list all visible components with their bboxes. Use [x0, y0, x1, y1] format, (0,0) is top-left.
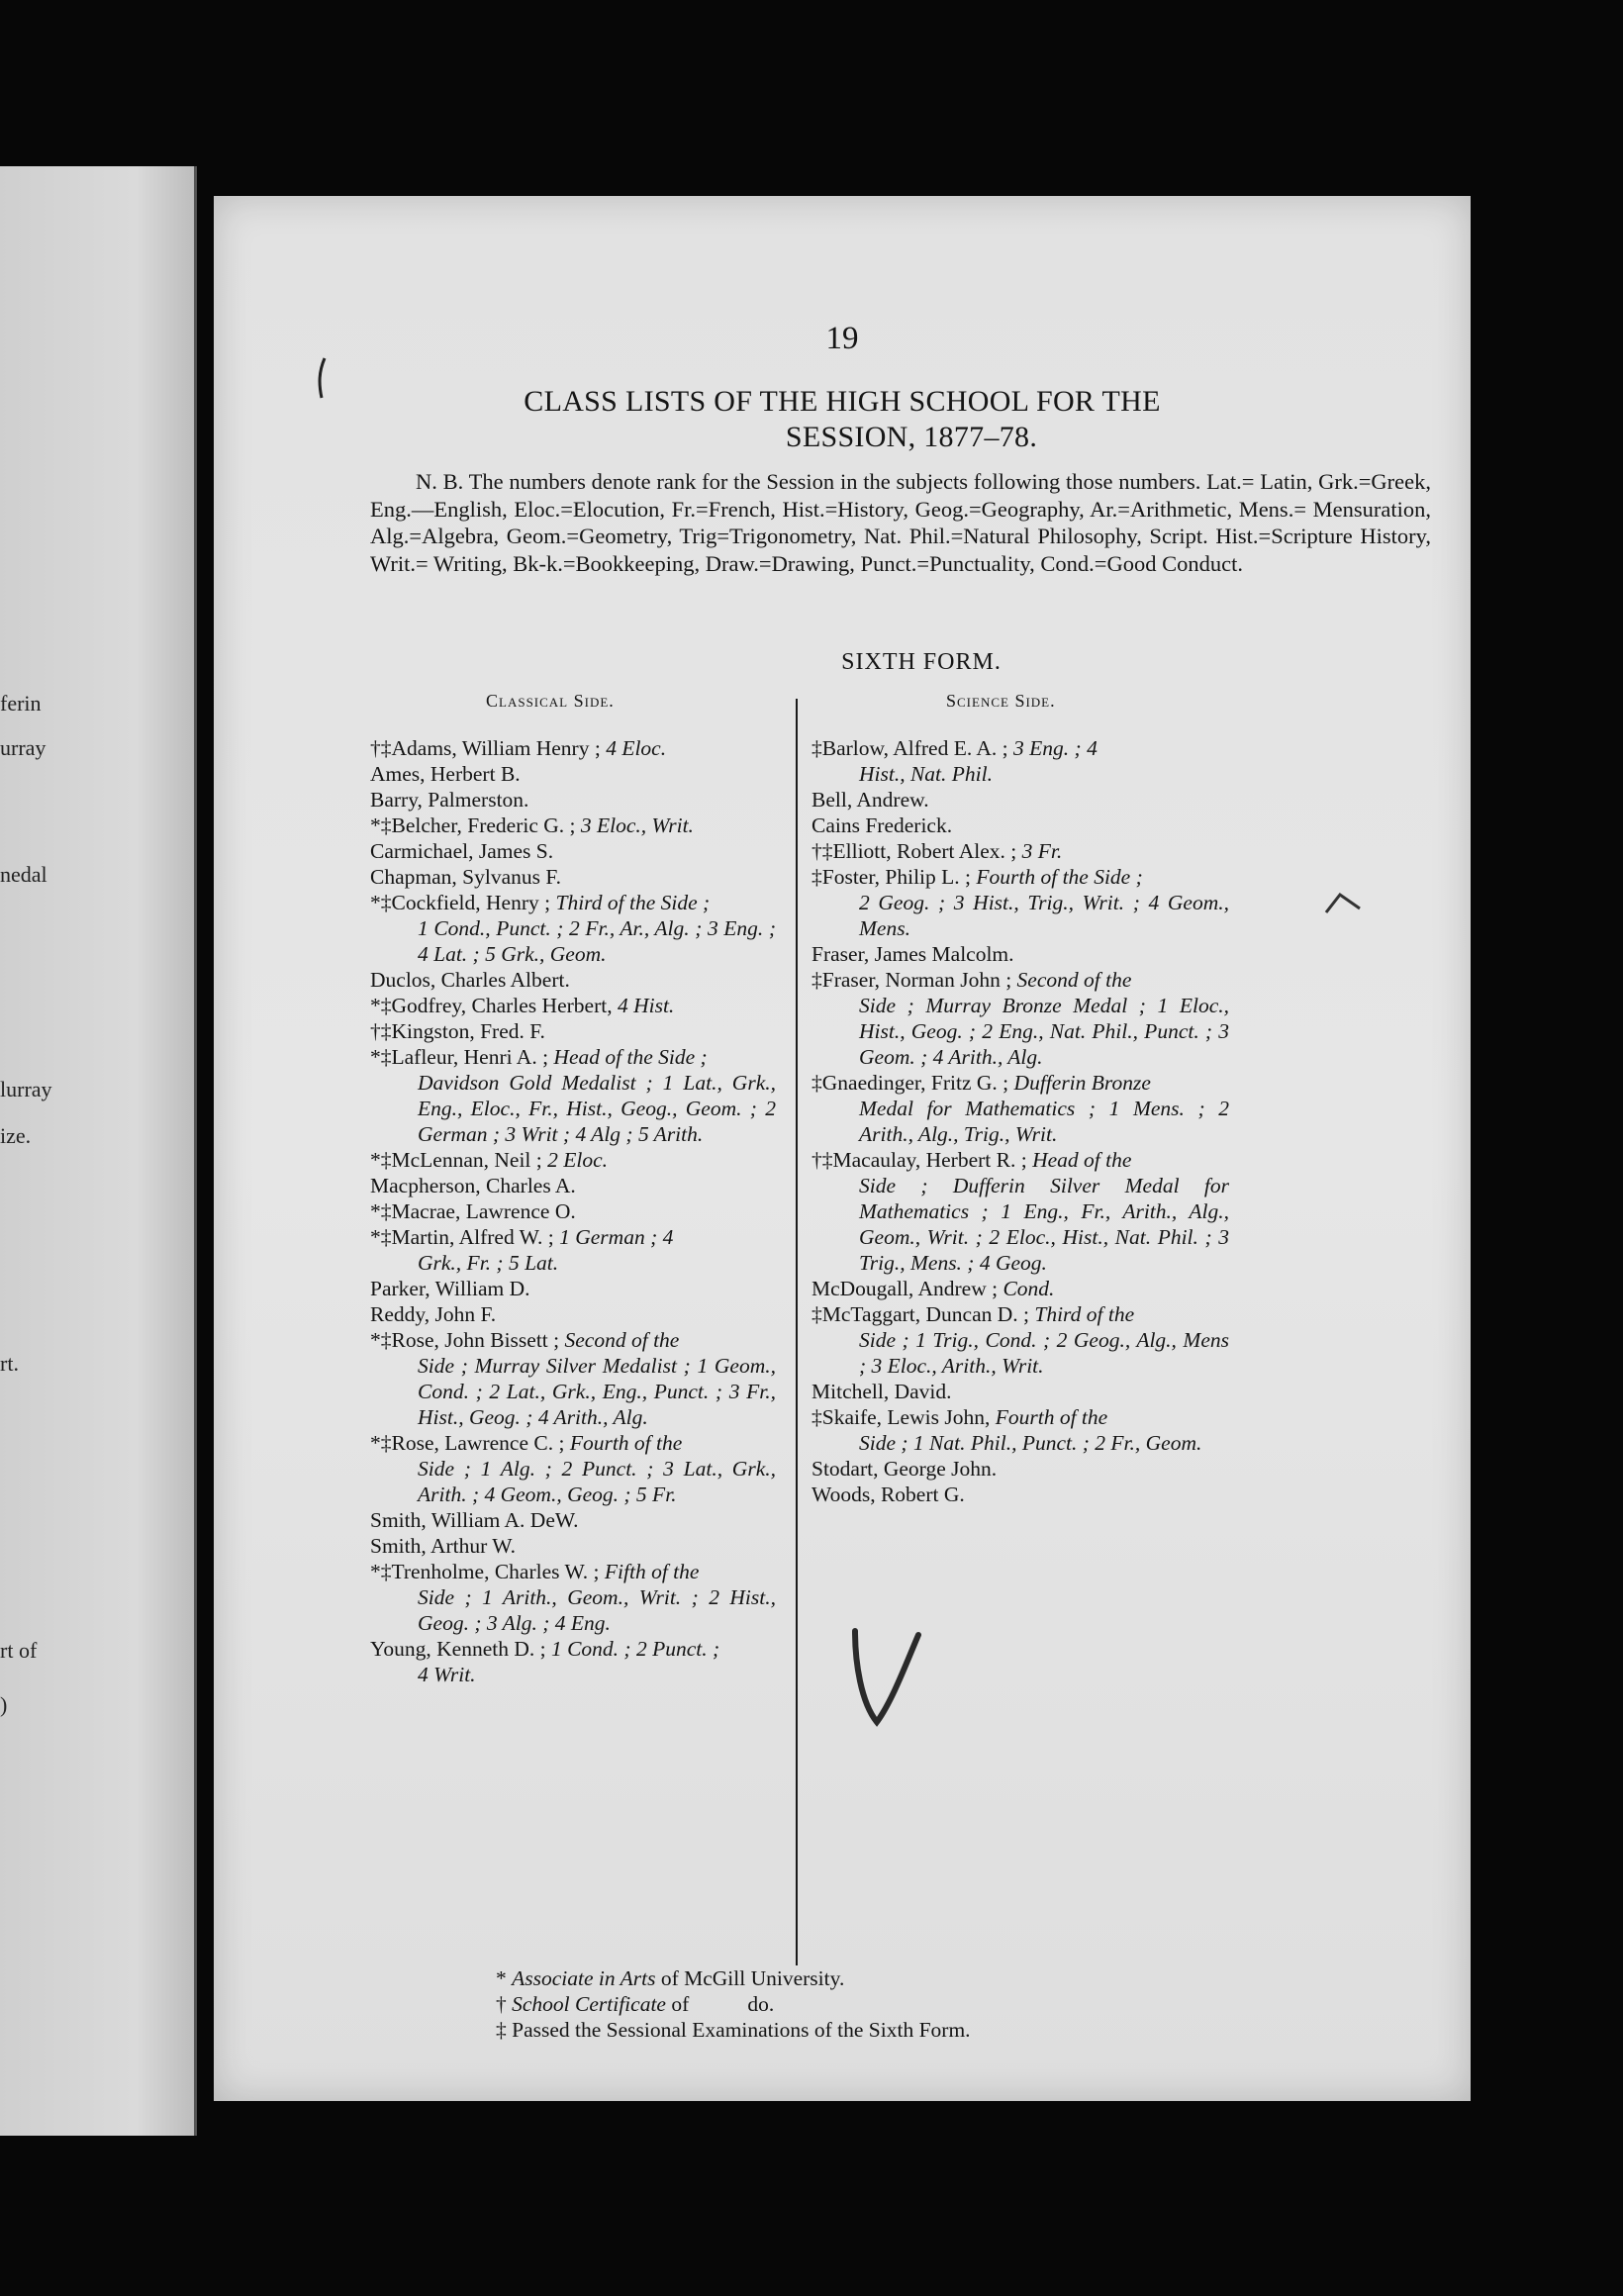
column-divider — [796, 699, 798, 1965]
science-entry — [812, 1404, 1229, 1456]
rank-detail-continued: Davidson Gold Medalist ; 1 Lat., Grk., Eng., Eloc., Fr., Hist., Geog., Geom. ; 2 German ; 3 Writ ; 4 Alg ; 5 Arith. — [418, 1071, 776, 1146]
student-name: ‡McTaggart, Duncan D. ; — [812, 1302, 1029, 1326]
student-name: *‡Rose, John Bissett ; — [370, 1328, 560, 1352]
rank-detail: Fourth of the Side ; — [976, 865, 1143, 889]
classical-entry — [370, 1430, 776, 1507]
rank-detail: 4 Hist. — [617, 994, 675, 1017]
classical-entry — [370, 1507, 776, 1533]
classical-entry — [370, 890, 776, 967]
rank-detail: Second of the — [564, 1328, 680, 1352]
left-fragment: lurray — [0, 1077, 52, 1101]
rank-detail: 3 Eloc., Writ. — [580, 813, 694, 837]
student-name: Bell, Andrew. — [812, 788, 929, 812]
classical-entry — [370, 1173, 776, 1198]
footnote-text: of McGill University. — [655, 1966, 845, 1990]
classical-entry — [370, 838, 776, 864]
rank-detail: 1 German ; 4 — [559, 1225, 674, 1249]
student-name: Woods, Robert G. — [812, 1483, 965, 1506]
student-name: Reddy, John F. — [370, 1302, 497, 1326]
left-fragment: ) — [0, 1692, 8, 1717]
footnote-term: School Certificate — [512, 1992, 666, 2016]
rank-detail: 3 Fr. — [1021, 839, 1063, 863]
rank-detail-continued: 4 Writ. — [418, 1663, 476, 1686]
classical-entry — [370, 993, 776, 1018]
student-name: Smith, William A. DeW. — [370, 1508, 579, 1532]
classical-entry — [370, 1301, 776, 1327]
rank-detail-continued: Medal for Mathematics ; 1 Mens. ; 2 Arith., Alg., Trig., Writ. — [859, 1097, 1229, 1146]
rank-detail-continued: Side ; 1 Alg. ; 2 Punct. ; 3 Lat., Grk., Arith. ; 4 Geom., Geog. ; 5 Fr. — [418, 1457, 776, 1506]
student-name: ‡Barlow, Alfred E. A. ; — [812, 736, 1008, 760]
rank-detail: 2 Eloc. — [547, 1148, 609, 1172]
classical-entry — [370, 787, 776, 813]
student-name: *‡Cockfield, Henry ; — [370, 891, 551, 914]
rank-detail: Fourth of the — [995, 1405, 1108, 1429]
classical-entry — [370, 1198, 776, 1224]
classical-entry — [370, 735, 776, 761]
rank-detail-continued: Hist., Nat. Phil. — [859, 762, 993, 786]
science-entry — [812, 1379, 1229, 1404]
science-entry — [812, 735, 1229, 787]
left-fragment: ize. — [0, 1123, 32, 1148]
science-entry — [812, 1070, 1229, 1147]
student-name: *‡McLennan, Neil ; — [370, 1148, 542, 1172]
student-name: *‡Trenholme, Charles W. ; — [370, 1560, 600, 1583]
classical-entry — [370, 1224, 776, 1276]
rank-detail: Fourth of the — [569, 1431, 683, 1455]
science-entry — [812, 1482, 1229, 1507]
science-entry — [812, 941, 1229, 967]
footnote-mark: † — [496, 1992, 513, 2016]
student-name: Cains Frederick. — [812, 813, 953, 837]
classical-entry — [370, 864, 776, 890]
footnote-text: Passed the Sessional Examinations of the Sixth Form. — [512, 2018, 971, 2042]
page-title — [214, 384, 1471, 455]
science-entry — [812, 967, 1229, 1070]
student-name: Smith, Arthur W. — [370, 1534, 516, 1558]
rank-detail: Third of the Side ; — [555, 891, 711, 914]
science-entry — [812, 1456, 1229, 1482]
classical-entry — [370, 1018, 776, 1044]
scratch-mark-icon — [313, 354, 333, 404]
classical-side-list — [370, 735, 776, 1687]
student-name: Macpherson, Charles A. — [370, 1174, 576, 1197]
student-name: Young, Kenneth D. ; — [370, 1637, 546, 1661]
left-fragment: rt. — [0, 1351, 19, 1376]
check-mark-icon — [847, 1623, 926, 1732]
form-heading: SIXTH FORM. — [841, 649, 1002, 675]
science-entry — [812, 1301, 1229, 1379]
footnote-mark: * — [496, 1966, 513, 1990]
science-side-list — [812, 735, 1229, 1507]
student-name: *‡Martin, Alfred W. ; — [370, 1225, 554, 1249]
classical-entry — [370, 1147, 776, 1173]
science-entry — [812, 787, 1229, 813]
student-name: †‡Elliott, Robert Alex. ; — [812, 839, 1017, 863]
rank-detail: Head of the Side ; — [553, 1045, 708, 1069]
student-name: †‡Macaulay, Herbert R. ; — [812, 1148, 1027, 1172]
rank-detail-continued: Side ; 1 Trig., Cond. ; 2 Geog., Alg., Mens ; 3 Eloc., Arith., Writ. — [859, 1328, 1229, 1378]
student-name: †‡Adams, William Henry ; — [370, 736, 601, 760]
rank-detail-continued: Side ; Murray Bronze Medal ; 1 Eloc., Hist., Geog. ; 2 Eng., Nat. Phil., Punct. ; 3 Geom. ; 4 Arith., Alg. — [859, 994, 1229, 1069]
student-name: Carmichael, James S. — [370, 839, 554, 863]
rank-detail-continued: Side ; Murray Silver Medalist ; 1 Geom., Cond. ; 2 Lat., Grk., Eng., Punct. ; 3 Fr., Hist., Geog. ; 4 Arith., Alg. — [418, 1354, 776, 1429]
rank-detail-continued: 2 Geog. ; 3 Hist., Trig., Writ. ; 4 Geom., Mens. — [859, 891, 1229, 940]
left-fragment: urray — [0, 735, 47, 760]
rank-detail-continued: Side ; Dufferin Silver Medal for Mathematics ; 1 Eng., Fr., Arith., Alg., Geom., Writ. ; 2 Eloc., Hist., Nat. Phil. ; 3 Trig., Mens. ; 4 Geog. — [859, 1174, 1229, 1275]
rank-detail: 4 Eloc. — [606, 736, 667, 760]
student-name: Stodart, George John. — [812, 1457, 998, 1481]
science-entry — [812, 838, 1229, 864]
classical-entry — [370, 1533, 776, 1559]
rank-detail-continued: 1 Cond., Punct. ; 2 Fr., Ar., Alg. ; 3 Eng. ; 4 Lat. ; 5 Grk., Geom. — [418, 916, 776, 966]
previous-page-edge — [0, 166, 197, 2136]
rank-detail: Dufferin Bronze — [1013, 1071, 1151, 1095]
student-name: *‡Lafleur, Henri A. ; — [370, 1045, 549, 1069]
classical-entry — [370, 1276, 776, 1301]
footnotes — [496, 1965, 971, 2043]
student-name: ‡Fraser, Norman John ; — [812, 968, 1012, 992]
student-name: †‡Kingston, Fred. F. — [370, 1019, 545, 1043]
footnote — [496, 1991, 971, 2017]
science-entry — [812, 1276, 1229, 1301]
classical-entry — [370, 1327, 776, 1430]
student-name: *‡Rose, Lawrence C. ; — [370, 1431, 565, 1455]
student-name: ‡Foster, Philip L. ; — [812, 865, 971, 889]
science-entry — [812, 1147, 1229, 1276]
footnote-text: of do. — [665, 1992, 775, 2016]
science-entry — [812, 864, 1229, 941]
rank-detail: 3 Eng. ; 4 — [1013, 736, 1098, 760]
classical-entry — [370, 1559, 776, 1636]
student-name: Duclos, Charles Albert. — [370, 968, 570, 992]
rank-detail: 1 Cond. ; 2 Punct. ; — [550, 1637, 720, 1661]
science-entry — [812, 813, 1229, 838]
student-name: Mitchell, David. — [812, 1380, 952, 1403]
classical-side-heading: Classical Side. — [486, 691, 615, 711]
student-name: *‡Macrae, Lawrence O. — [370, 1199, 576, 1223]
student-name: *‡Godfrey, Charles Herbert, — [370, 994, 613, 1017]
rank-detail-continued: Side ; 1 Nat. Phil., Punct. ; 2 Fr., Geom. — [859, 1431, 1202, 1455]
document-page — [214, 196, 1471, 2101]
scratch-mark-icon — [1322, 889, 1366, 918]
student-name: *‡Belcher, Frederic G. ; — [370, 813, 576, 837]
footnote-term: Associate in Arts — [512, 1966, 656, 1990]
student-name: ‡Skaife, Lewis John, — [812, 1405, 991, 1429]
student-name: Chapman, Sylvanus F. — [370, 865, 561, 889]
footnote — [496, 2017, 971, 2043]
classical-entry — [370, 761, 776, 787]
student-name: Fraser, James Malcolm. — [812, 942, 1014, 966]
student-name: Barry, Palmerston. — [370, 788, 529, 812]
classical-entry — [370, 967, 776, 993]
rank-detail-continued: Side ; 1 Arith., Geom., Writ. ; 2 Hist., Geog. ; 3 Alg. ; 4 Eng. — [418, 1585, 776, 1635]
classical-entry — [370, 1044, 776, 1147]
abbreviation-note: N. B. The numbers denote rank for the Session in the subjects following those numbers. Lat.= Latin, Grk.=Greek, Eng.—English, Eloc.=Elocution, Fr.=French, Hist.=History, Geog.=Geography, Ar.=Arithmetic, Mens.= Mensuration, Alg.=Algebra, Geom.=Geometry, Trig=Trigonometry, Nat. Phil.=Natural Philosophy, Script. Hist.=Scripture History, Writ.= Writing, Bk-k.=Bookkeeping, Draw.=Drawing, Punct.=Punctuality, Cond.=Good Conduct. — [370, 469, 1431, 576]
student-name: ‡Gnaedinger, Fritz G. ; — [812, 1071, 1009, 1095]
left-fragment: nedal — [0, 862, 48, 887]
left-fragment: ferin — [0, 691, 42, 716]
rank-detail: Fifth of the — [604, 1560, 700, 1583]
student-name: McDougall, Andrew ; — [812, 1277, 999, 1300]
classical-entry — [370, 1636, 776, 1687]
title-line-1: CLASS LISTS OF THE HIGH SCHOOL FOR THE — [524, 385, 1161, 418]
rank-detail: Head of the — [1032, 1148, 1132, 1172]
page-number: 19 — [825, 321, 859, 356]
left-fragment: rt of — [0, 1638, 38, 1663]
student-name: Parker, William D. — [370, 1277, 530, 1300]
rank-detail-continued: Grk., Fr. ; 5 Lat. — [418, 1251, 559, 1275]
footnote-mark: ‡ — [496, 2018, 513, 2042]
rank-detail: Third of the — [1034, 1302, 1135, 1326]
science-side-heading: Science Side. — [946, 691, 1056, 711]
footnote — [496, 1965, 971, 1991]
student-name: Ames, Herbert B. — [370, 762, 521, 786]
rank-detail: Second of the — [1016, 968, 1132, 992]
classical-entry — [370, 813, 776, 838]
title-line-2: SESSION, 1877–78. — [785, 421, 1038, 453]
rank-detail: Cond. — [1002, 1277, 1055, 1300]
